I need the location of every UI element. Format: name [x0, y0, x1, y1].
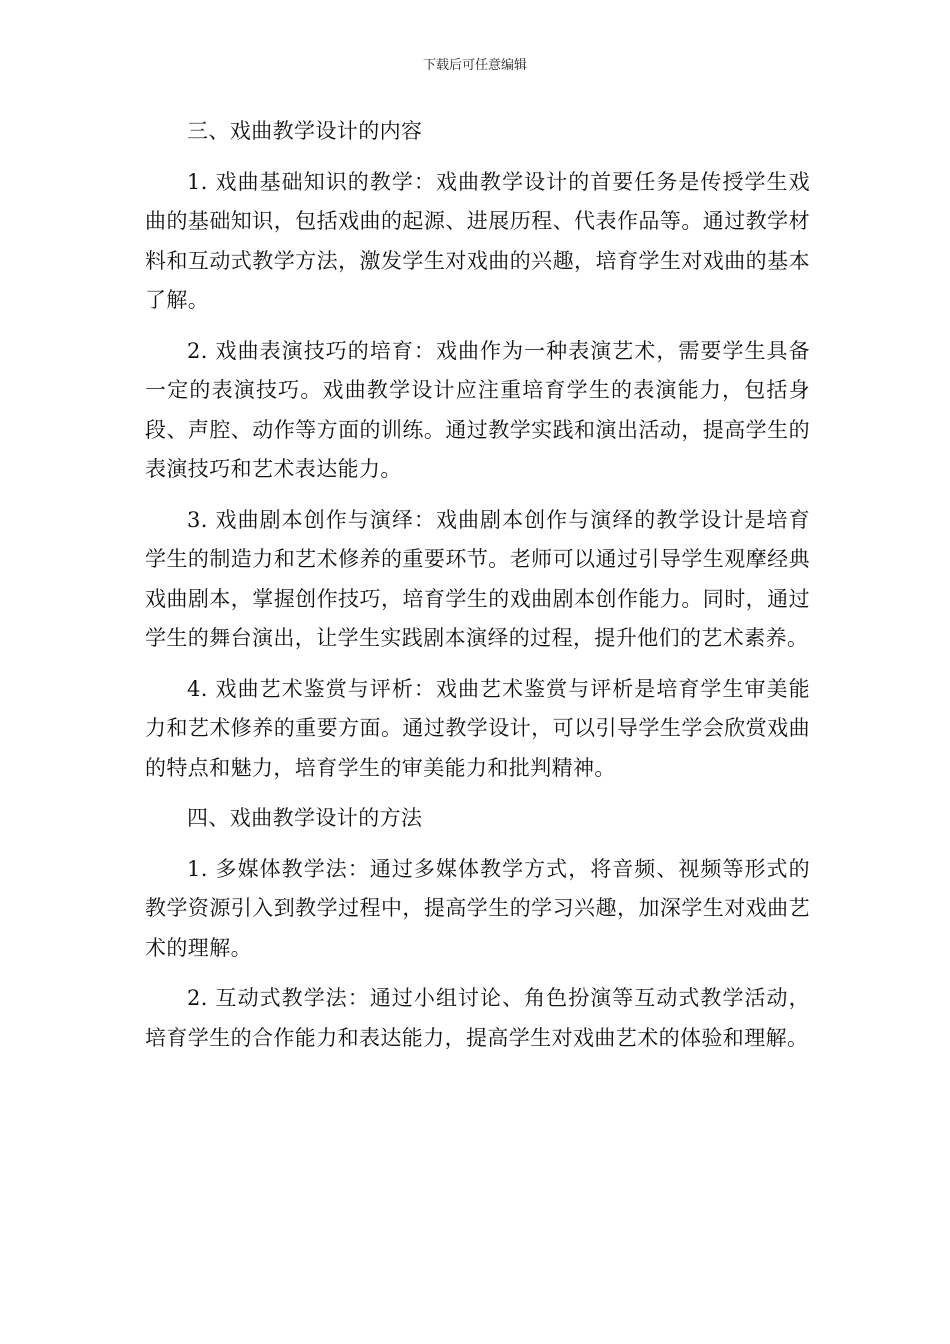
- section-heading: 四、戏曲教学设计的方法: [187, 806, 423, 830]
- paragraph: 2. 互动式教学法：通过小组讨论、角色扮演等互动式教学活动，培育学生的合作能力和表达能力，提高学生对戏曲艺术的体验和理解。: [145, 986, 810, 1050]
- section-heading: 三、戏曲教学设计的内容: [187, 119, 423, 143]
- paragraph: 2. 戏曲表演技巧的培育：戏曲作为一种表演艺术，需要学生具备一定的表演技巧。戏曲教学设计应注重培育学生的表演能力，包括身段、声腔、动作等方面的训练。通过教学实践和演出活动，提高学生的表演技巧和艺术表达能力。: [145, 338, 810, 481]
- paragraph: 3. 戏曲剧本创作与演绎：戏曲剧本创作与演绎的教学设计是培育学生的制造力和艺术修养的重要环节。老师可以通过引导学生观摩经典戏曲剧本，掌握创作技巧，培育学生的戏曲剧本创作能力。同时，通过学生的舞台演出，让学生实践剧本演绎的过程，提升他们的艺术素养。: [145, 507, 810, 650]
- paragraph: 1. 多媒体教学法：通过多媒体教学方式，将音频、视频等形式的教学资源引入到教学过程中，提高学生的学习兴趣，加深学生对戏曲艺术的理解。: [145, 856, 810, 960]
- paragraph: 1. 戏曲基础知识的教学：戏曲教学设计的首要任务是传授学生戏曲的基础知识，包括戏曲的起源、进展历程、代表作品等。通过教学材料和互动式教学方法，激发学生对戏曲的兴趣，培育学生对戏曲的基本了解。: [145, 169, 810, 312]
- header-note: 下载后可任意编辑: [422, 58, 527, 73]
- document-body: [145, 112, 810, 1069]
- paragraph: 4. 戏曲艺术鉴赏与评析：戏曲艺术鉴赏与评析是培育学生审美能力和艺术修养的重要方面。通过教学设计，可以引导学生学会欣赏戏曲的特点和魅力，培育学生的审美能力和批判精神。: [145, 676, 810, 780]
